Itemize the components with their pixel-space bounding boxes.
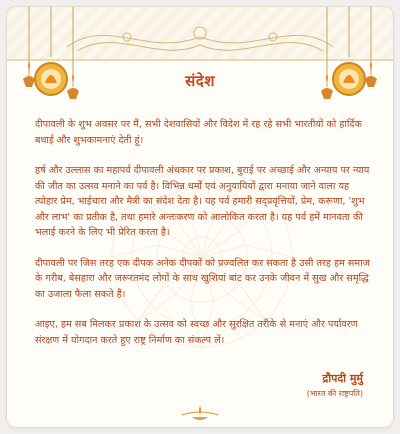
- message-title: संदेश: [185, 72, 215, 90]
- message-body: [35, 117, 371, 363]
- message-paragraph: हर्ष और उल्लास का महापर्व दीपावली अंधकार पर प्रकाश, बुराई पर अच्छाई और अन्याय पर न्याय की जीत का उत्सव मनाने का पर्व है। विभिन्न धर्मों एवं अनुयायियों द्वारा मनाया जाने वाला यह त्योहार प्रेम, भाईचारा और मैत्री का संदेश देता है। यह पर्व हमारी सद्प्रवृत्तियों, प्रेम, करूणा, 'शुभ और लाभ' का प्रतीक है, तथा हमारे अन्तःकरण को आलोकित करता है। यह पर्व हमें मानवता की भलाई करने के लिए भी प्रेरित करता है।: [35, 165, 370, 238]
- bottom-diya-ornament: [180, 405, 220, 423]
- message-paragraph: दीपावली के शुभ अवसर पर मैं, सभी देशवासियों और विदेश में रह रहे सभी भारतीयों को हार्दिक बधाई और शुभकामनाएं देती हूं।: [35, 119, 362, 146]
- right-hanging-diya-cluster: [315, 7, 385, 117]
- signatory-name: द्रौपदी मुर्मु: [322, 372, 363, 385]
- message-paragraph: आइए, हम सब मिलकर प्रकाश के उत्सव को स्वच्छ और सुरक्षित तरीके से मनाएं और पर्यावरण संरक्षण में योगदान करते हुए राष्ट्र निर्माण का संकल्प लें।: [35, 319, 358, 346]
- signatory-title: (भारत की राष्ट्रपति): [306, 389, 363, 398]
- message-paragraph: दीपावली पर जिस तरह एक दीपक अनेक दीपकों को प्रज्वलित कर सकता है उसी तरह हम समाज के गरीब, बेसहारा और जरूरतमंद लोगों के साथ खुशियां बांट कर उनके जीवन में सुख और समृद्धि का उजाला फैला सकते हैं।: [35, 257, 370, 300]
- left-hanging-diya-cluster: [15, 7, 85, 117]
- signature-block: [307, 371, 363, 399]
- message-card: [6, 6, 394, 428]
